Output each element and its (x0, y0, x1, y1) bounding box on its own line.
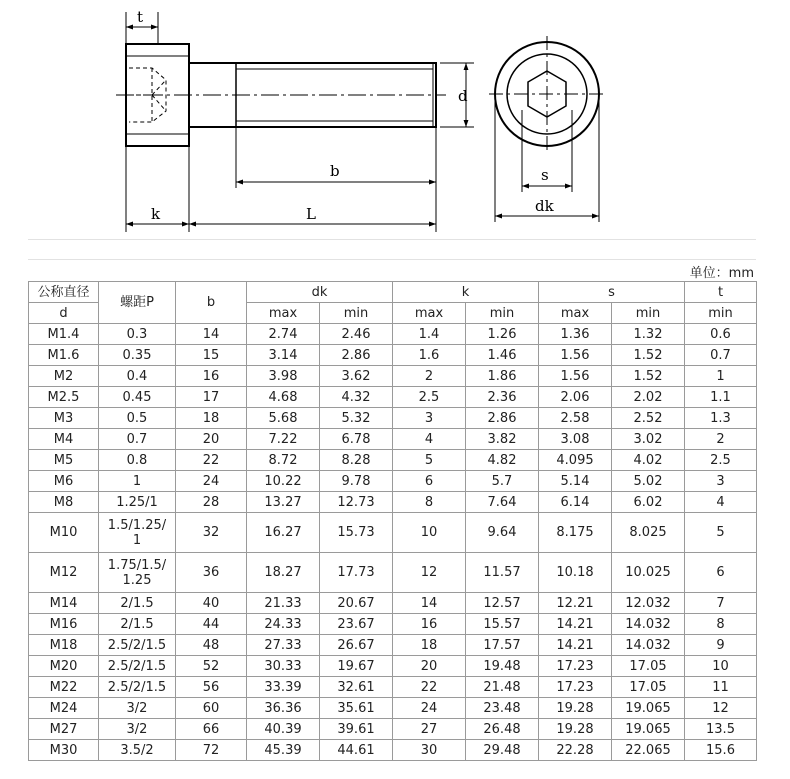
cell-pitch: 3/2 (99, 719, 176, 740)
cell-b: 44 (176, 614, 247, 635)
cell-s-min: 1.52 (612, 366, 685, 387)
cell-b: 40 (176, 593, 247, 614)
cell-pitch: 1.5/1.25/ 1 (99, 513, 176, 553)
header-dk: dk (247, 282, 393, 303)
cell-t-min: 0.7 (685, 345, 757, 366)
cell-diameter: M20 (29, 656, 99, 677)
cell-pitch: 2.5/2/1.5 (99, 635, 176, 656)
cell-b: 24 (176, 471, 247, 492)
cell-s-min: 1.32 (612, 324, 685, 345)
cell-t-min: 1.3 (685, 408, 757, 429)
cell-k-max: 12 (393, 553, 466, 593)
cell-s-max: 14.21 (539, 635, 612, 656)
cell-diameter: M14 (29, 593, 99, 614)
cell-s-min: 14.032 (612, 635, 685, 656)
cell-s-max: 14.21 (539, 614, 612, 635)
cell-dk-max: 3.14 (247, 345, 320, 366)
cell-dk-max: 4.68 (247, 387, 320, 408)
dk-label: dk (535, 197, 554, 215)
cell-dk-max: 18.27 (247, 553, 320, 593)
cell-dk-max: 24.33 (247, 614, 320, 635)
cell-diameter: M1.4 (29, 324, 99, 345)
cell-k-max: 2.5 (393, 387, 466, 408)
cell-k-max: 3 (393, 408, 466, 429)
table-row (29, 366, 757, 387)
cell-pitch: 2/1.5 (99, 614, 176, 635)
cell-t-min: 0.6 (685, 324, 757, 345)
header-diameter: 公称直径 (29, 282, 99, 303)
cell-dk-max: 16.27 (247, 513, 320, 553)
cell-t-min: 1 (685, 366, 757, 387)
cell-k-max: 1.6 (393, 345, 466, 366)
table-row (29, 345, 757, 366)
cell-t-min: 12 (685, 698, 757, 719)
cell-b: 32 (176, 513, 247, 553)
cell-pitch: 0.7 (99, 429, 176, 450)
cell-k-min: 1.46 (466, 345, 539, 366)
cell-s-min: 2.52 (612, 408, 685, 429)
table-row (29, 698, 757, 719)
cell-dk-max: 5.68 (247, 408, 320, 429)
cell-b: 22 (176, 450, 247, 471)
cell-dk-min: 2.86 (320, 345, 393, 366)
cell-diameter: M27 (29, 719, 99, 740)
cell-pitch: 0.3 (99, 324, 176, 345)
cell-s-min: 3.02 (612, 429, 685, 450)
cell-s-min: 19.065 (612, 698, 685, 719)
cell-k-min: 11.57 (466, 553, 539, 593)
cell-dk-max: 45.39 (247, 740, 320, 761)
cell-b: 14 (176, 324, 247, 345)
table-row (29, 593, 757, 614)
cell-s-min: 4.02 (612, 450, 685, 471)
cell-t-min: 6 (685, 553, 757, 593)
cell-k-min: 2.86 (466, 408, 539, 429)
cell-b: 18 (176, 408, 247, 429)
cell-s-max: 17.23 (539, 677, 612, 698)
cell-dk-min: 26.67 (320, 635, 393, 656)
cell-s-max: 10.18 (539, 553, 612, 593)
cell-k-max: 20 (393, 656, 466, 677)
cell-diameter: M12 (29, 553, 99, 593)
cell-b: 17 (176, 387, 247, 408)
table-row (29, 429, 757, 450)
cell-k-min: 15.57 (466, 614, 539, 635)
cell-dk-max: 21.33 (247, 593, 320, 614)
cell-pitch: 1.75/1.5/ 1.25 (99, 553, 176, 593)
cell-s-min: 1.52 (612, 345, 685, 366)
cell-k-min: 17.57 (466, 635, 539, 656)
cell-k-max: 24 (393, 698, 466, 719)
cell-t-min: 3 (685, 471, 757, 492)
cell-k-max: 18 (393, 635, 466, 656)
divider (28, 239, 756, 240)
cell-pitch: 0.8 (99, 450, 176, 471)
cell-pitch: 1 (99, 471, 176, 492)
cell-s-max: 6.14 (539, 492, 612, 513)
cell-dk-min: 5.32 (320, 408, 393, 429)
cell-pitch: 2.5/2/1.5 (99, 656, 176, 677)
cell-k-max: 6 (393, 471, 466, 492)
cell-k-min: 9.64 (466, 513, 539, 553)
cell-k-min: 12.57 (466, 593, 539, 614)
cell-diameter: M24 (29, 698, 99, 719)
cell-dk-max: 36.36 (247, 698, 320, 719)
cell-diameter: M30 (29, 740, 99, 761)
cell-s-max: 2.58 (539, 408, 612, 429)
cell-dk-min: 19.67 (320, 656, 393, 677)
cell-s-min: 2.02 (612, 387, 685, 408)
table-row (29, 677, 757, 698)
cell-s-min: 17.05 (612, 656, 685, 677)
cell-dk-min: 20.67 (320, 593, 393, 614)
cell-pitch: 2/1.5 (99, 593, 176, 614)
cell-pitch: 0.4 (99, 366, 176, 387)
cell-s-min: 6.02 (612, 492, 685, 513)
cell-s-min: 8.025 (612, 513, 685, 553)
d-label: d (458, 87, 468, 105)
cell-t-min: 10 (685, 656, 757, 677)
cell-dk-max: 13.27 (247, 492, 320, 513)
divider (28, 259, 756, 260)
cell-diameter: M10 (29, 513, 99, 553)
cell-s-min: 14.032 (612, 614, 685, 635)
cell-t-min: 15.6 (685, 740, 757, 761)
cell-k-min: 21.48 (466, 677, 539, 698)
cell-k-max: 16 (393, 614, 466, 635)
cell-s-max: 12.21 (539, 593, 612, 614)
cell-s-max: 8.175 (539, 513, 612, 553)
cell-k-max: 14 (393, 593, 466, 614)
cell-dk-min: 8.28 (320, 450, 393, 471)
cell-diameter: M18 (29, 635, 99, 656)
screw-end-view (489, 36, 605, 222)
cell-t-min: 11 (685, 677, 757, 698)
subheader-dk-max: max (247, 303, 320, 324)
table-row (29, 513, 757, 553)
cell-k-max: 8 (393, 492, 466, 513)
cell-t-min: 8 (685, 614, 757, 635)
table-row (29, 450, 757, 471)
k-label: k (151, 205, 161, 223)
cell-s-min: 22.065 (612, 740, 685, 761)
cell-s-min: 5.02 (612, 471, 685, 492)
cell-b: 60 (176, 698, 247, 719)
cell-b: 36 (176, 553, 247, 593)
cell-k-max: 10 (393, 513, 466, 553)
cell-pitch: 0.45 (99, 387, 176, 408)
unit-label: 单位：mm (689, 266, 754, 281)
cell-dk-min: 39.61 (320, 719, 393, 740)
cell-dk-max: 3.98 (247, 366, 320, 387)
subheader-s-min: min (612, 303, 685, 324)
cell-diameter: M3 (29, 408, 99, 429)
cell-diameter: M1.6 (29, 345, 99, 366)
header-t: t (685, 282, 757, 303)
table-row (29, 471, 757, 492)
cell-dk-min: 17.73 (320, 553, 393, 593)
header-k: k (393, 282, 539, 303)
cell-b: 52 (176, 656, 247, 677)
table-row (29, 614, 757, 635)
table-row (29, 492, 757, 513)
cell-t-min: 7 (685, 593, 757, 614)
cell-t-min: 5 (685, 513, 757, 553)
screw-side-view (116, 12, 474, 232)
cell-s-max: 19.28 (539, 698, 612, 719)
cell-k-min: 4.82 (466, 450, 539, 471)
cell-b: 72 (176, 740, 247, 761)
header-b: b (176, 282, 247, 324)
spec-table (28, 281, 757, 761)
cell-k-min: 19.48 (466, 656, 539, 677)
subheader-s-max: max (539, 303, 612, 324)
cell-s-max: 1.36 (539, 324, 612, 345)
cell-t-min: 2 (685, 429, 757, 450)
header-row (29, 282, 757, 303)
cell-k-min: 3.82 (466, 429, 539, 450)
cell-dk-max: 33.39 (247, 677, 320, 698)
cell-dk-max: 2.74 (247, 324, 320, 345)
cell-k-max: 22 (393, 677, 466, 698)
cell-k-max: 4 (393, 429, 466, 450)
table-row (29, 719, 757, 740)
table-row (29, 324, 757, 345)
L-label: L (306, 205, 316, 223)
cell-b: 28 (176, 492, 247, 513)
cell-t-min: 1.1 (685, 387, 757, 408)
cell-s-max: 1.56 (539, 345, 612, 366)
cell-diameter: M2.5 (29, 387, 99, 408)
cell-t-min: 2.5 (685, 450, 757, 471)
screw-drawing (0, 0, 790, 240)
cell-s-max: 22.28 (539, 740, 612, 761)
cell-dk-max: 10.22 (247, 471, 320, 492)
cell-dk-max: 30.33 (247, 656, 320, 677)
cell-dk-min: 23.67 (320, 614, 393, 635)
table-row (29, 656, 757, 677)
cell-k-min: 29.48 (466, 740, 539, 761)
cell-b: 16 (176, 366, 247, 387)
cell-s-max: 2.06 (539, 387, 612, 408)
cell-t-min: 4 (685, 492, 757, 513)
cell-b: 20 (176, 429, 247, 450)
cell-dk-min: 2.46 (320, 324, 393, 345)
cell-dk-min: 4.32 (320, 387, 393, 408)
subheader-d: d (29, 303, 99, 324)
table-row (29, 740, 757, 761)
cell-k-min: 26.48 (466, 719, 539, 740)
b-label: b (330, 162, 340, 180)
cell-b: 56 (176, 677, 247, 698)
cell-k-min: 23.48 (466, 698, 539, 719)
header-pitch: 螺距P (99, 282, 176, 324)
cell-pitch: 1.25/1 (99, 492, 176, 513)
cell-t-min: 9 (685, 635, 757, 656)
cell-pitch: 3/2 (99, 698, 176, 719)
cell-k-max: 5 (393, 450, 466, 471)
cell-s-max: 4.095 (539, 450, 612, 471)
t-label: t (137, 8, 144, 26)
cell-b: 15 (176, 345, 247, 366)
cell-dk-max: 8.72 (247, 450, 320, 471)
cell-k-min: 5.7 (466, 471, 539, 492)
table-row (29, 635, 757, 656)
s-label: s (541, 166, 549, 184)
cell-pitch: 2.5/2/1.5 (99, 677, 176, 698)
cell-k-min: 2.36 (466, 387, 539, 408)
cell-s-max: 1.56 (539, 366, 612, 387)
cell-pitch: 0.5 (99, 408, 176, 429)
cell-s-max: 5.14 (539, 471, 612, 492)
cell-diameter: M8 (29, 492, 99, 513)
cell-s-max: 19.28 (539, 719, 612, 740)
cell-dk-max: 27.33 (247, 635, 320, 656)
subheader-t-min: min (685, 303, 757, 324)
cell-k-max: 30 (393, 740, 466, 761)
cell-dk-min: 12.73 (320, 492, 393, 513)
table-row (29, 408, 757, 429)
cell-dk-min: 6.78 (320, 429, 393, 450)
cell-dk-min: 44.61 (320, 740, 393, 761)
cell-s-min: 19.065 (612, 719, 685, 740)
cell-dk-min: 15.73 (320, 513, 393, 553)
cell-dk-min: 35.61 (320, 698, 393, 719)
cell-k-min: 1.86 (466, 366, 539, 387)
cell-s-min: 17.05 (612, 677, 685, 698)
cell-diameter: M2 (29, 366, 99, 387)
cell-dk-min: 9.78 (320, 471, 393, 492)
cell-dk-max: 7.22 (247, 429, 320, 450)
cell-k-min: 7.64 (466, 492, 539, 513)
cell-k-max: 27 (393, 719, 466, 740)
subheader-k-min: min (466, 303, 539, 324)
cell-diameter: M6 (29, 471, 99, 492)
cell-dk-min: 3.62 (320, 366, 393, 387)
table-row (29, 553, 757, 593)
subheader-k-max: max (393, 303, 466, 324)
table-row (29, 387, 757, 408)
cell-diameter: M22 (29, 677, 99, 698)
cell-dk-min: 32.61 (320, 677, 393, 698)
cell-k-max: 2 (393, 366, 466, 387)
cell-dk-max: 40.39 (247, 719, 320, 740)
cell-s-min: 12.032 (612, 593, 685, 614)
cell-diameter: M4 (29, 429, 99, 450)
header-s: s (539, 282, 685, 303)
cell-diameter: M16 (29, 614, 99, 635)
cell-t-min: 13.5 (685, 719, 757, 740)
cell-s-max: 17.23 (539, 656, 612, 677)
cell-k-min: 1.26 (466, 324, 539, 345)
cell-pitch: 0.35 (99, 345, 176, 366)
cell-k-max: 1.4 (393, 324, 466, 345)
subheader-dk-min: min (320, 303, 393, 324)
cell-b: 48 (176, 635, 247, 656)
cell-pitch: 3.5/2 (99, 740, 176, 761)
cell-b: 66 (176, 719, 247, 740)
cell-s-min: 10.025 (612, 553, 685, 593)
cell-s-max: 3.08 (539, 429, 612, 450)
cell-diameter: M5 (29, 450, 99, 471)
